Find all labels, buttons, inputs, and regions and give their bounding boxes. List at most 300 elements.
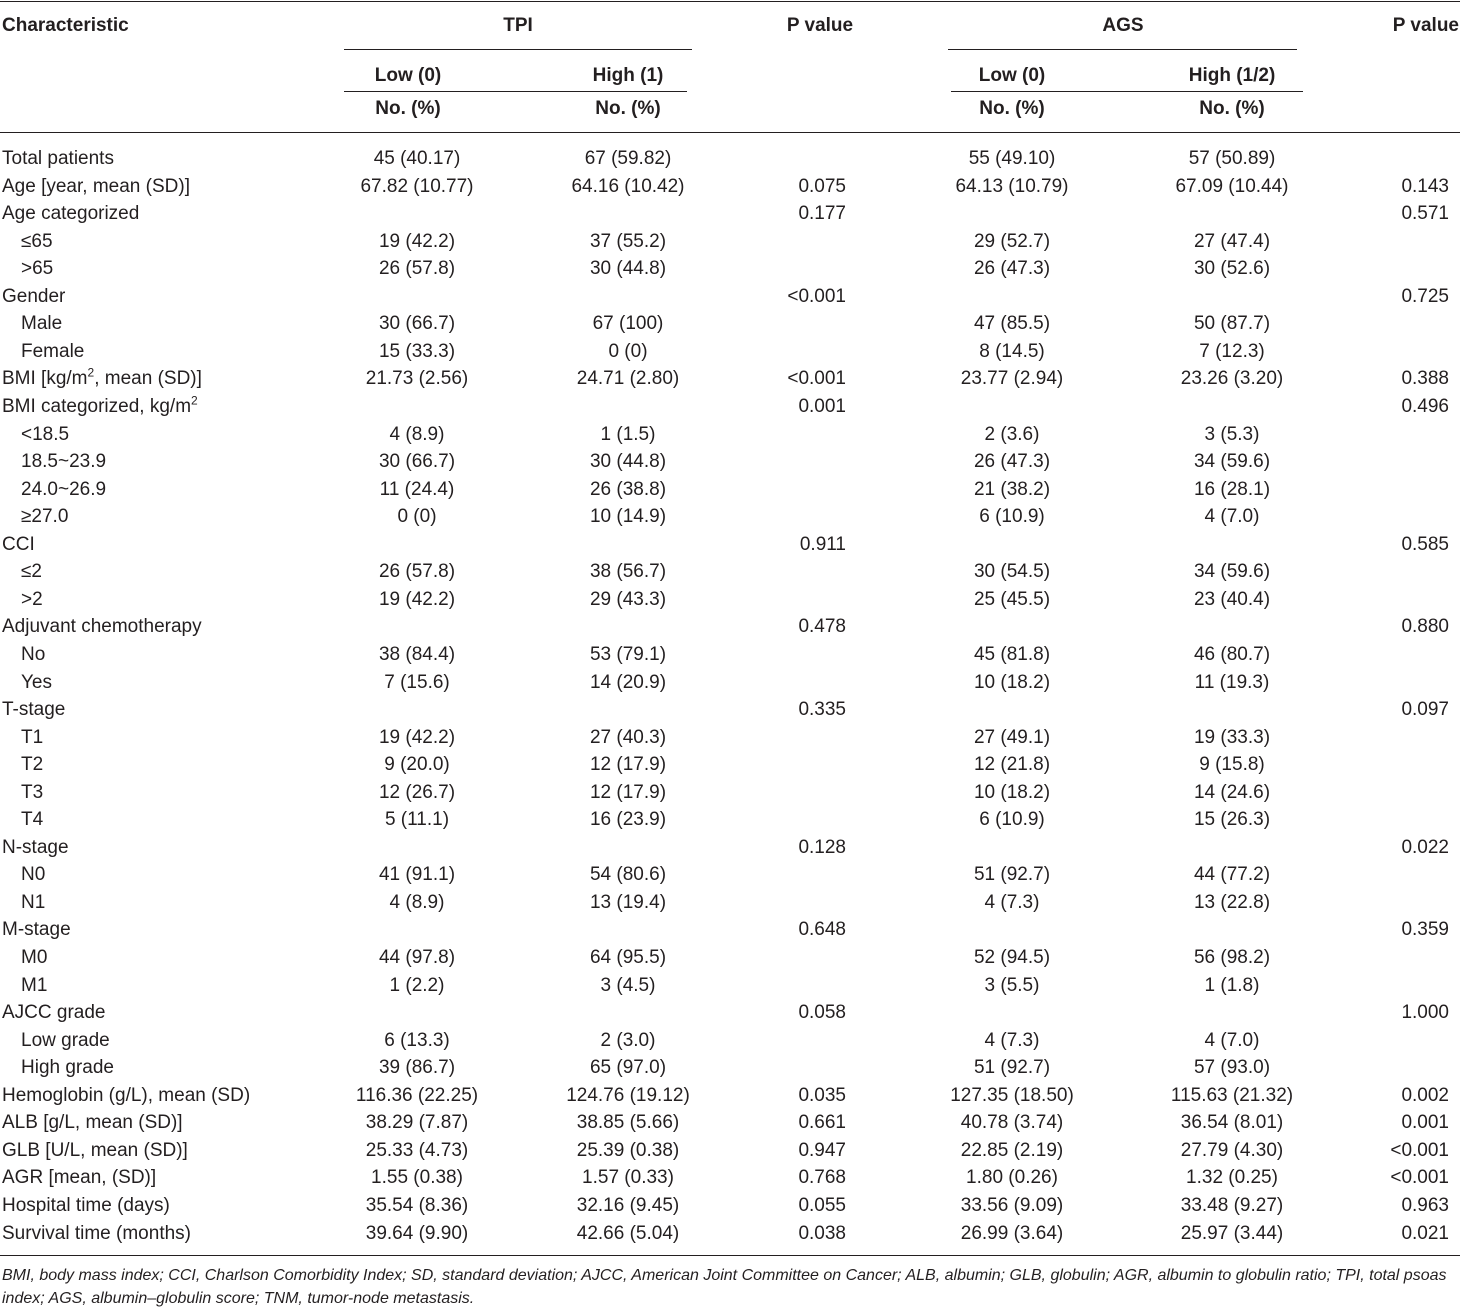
cell-tpi-low: 21.73 (2.56) [365, 368, 469, 390]
cell-ags-high: 46 (80.7) [1193, 643, 1271, 665]
cell-tpi-pvalue: 0.075 [798, 175, 846, 197]
row-label-text: N1 [21, 891, 46, 913]
cell-ags-high: 30 (52.6) [1193, 258, 1271, 280]
cell-tpi-high: 26 (38.8) [589, 478, 667, 500]
cell-ags-high: 1 (1.8) [1204, 974, 1260, 996]
row-label-text: Gender [2, 285, 66, 307]
row-label [2, 368, 202, 390]
cell-ags-low: 30 (54.5) [973, 561, 1051, 583]
table-row [0, 644, 1460, 671]
ags-span-rule [948, 49, 1297, 50]
cell-tpi-high: 16 (23.9) [589, 809, 667, 831]
cell-ags-high: 1.32 (0.25) [1186, 1167, 1278, 1189]
cell-tpi-low: 30 (66.7) [378, 313, 456, 335]
row-label [21, 451, 106, 473]
header-bottom-rule [0, 132, 1460, 133]
cell-ags-low: 10 (18.2) [973, 781, 1051, 803]
cell-ags-pvalue: 0.496 [1401, 396, 1449, 417]
table-row [0, 1167, 1460, 1194]
row-label-text: M-stage [2, 919, 71, 941]
row-label-text: Yes [21, 671, 52, 693]
table-row [0, 203, 1460, 230]
table-row [0, 258, 1460, 285]
cell-ags-low: 47 (85.5) [973, 313, 1051, 335]
row-label [2, 1112, 183, 1134]
cell-ags-pvalue: 0.002 [1401, 1084, 1449, 1106]
cell-tpi-high: 53 (79.1) [589, 643, 667, 665]
cell-ags-pvalue: 0.963 [1401, 1194, 1449, 1216]
row-label [21, 424, 69, 446]
table-row [0, 479, 1460, 506]
table-row [0, 534, 1460, 561]
row-label [21, 809, 43, 831]
row-label [2, 1085, 250, 1107]
cell-tpi-high: 38.85 (5.66) [576, 1112, 680, 1134]
row-label-text: No [21, 643, 46, 665]
cell-ags-low: 3 (5.5) [984, 974, 1040, 996]
table-row [0, 727, 1460, 754]
row-label-text: CCI [2, 533, 35, 555]
cell-tpi-low: 25.33 (4.73) [365, 1139, 469, 1161]
table-row [0, 947, 1460, 974]
row-label-text: >65 [21, 258, 54, 280]
cell-tpi-low: 44 (97.8) [378, 947, 456, 968]
row-label [21, 479, 106, 501]
cell-tpi-pvalue: 0.058 [798, 1002, 846, 1024]
cell-ags-high: 11 (19.3) [1194, 671, 1270, 693]
cell-tpi-low: 38 (84.4) [378, 643, 456, 665]
table-row [0, 837, 1460, 864]
cell-tpi-pvalue: 0.768 [798, 1167, 846, 1189]
cell-ags-pvalue: 0.022 [1401, 836, 1449, 858]
header-tpi-high: High (1) [592, 65, 664, 86]
table-row [0, 892, 1460, 919]
cell-ags-high: 50 (87.7) [1193, 313, 1271, 335]
row-label-text: 18.5~23.9 [21, 451, 107, 473]
table-row [0, 424, 1460, 451]
row-label [21, 589, 43, 611]
cell-tpi-high: 67 (100) [592, 313, 664, 335]
row-label [2, 919, 71, 941]
tpi-low-rule [344, 91, 687, 92]
cell-ags-low: 40.78 (3.74) [960, 1112, 1064, 1134]
cell-tpi-low: 26 (57.8) [378, 561, 456, 583]
header-tpi-high-nopct: No. (%) [595, 98, 661, 119]
row-label-text: ALB [g/L, mean (SD)] [2, 1112, 183, 1134]
cell-ags-low: 27 (49.1) [973, 726, 1051, 748]
cell-tpi-high: 13 (19.4) [589, 891, 667, 913]
row-label-text: AGR [mean, (SD)] [2, 1167, 157, 1189]
row-label [21, 947, 47, 969]
cell-ags-low: 45 (81.8) [973, 643, 1051, 665]
cell-ags-low: 10 (18.2) [973, 671, 1051, 693]
cell-ags-low: 64.13 (10.79) [955, 175, 1069, 197]
cell-ags-high: 36.54 (8.01) [1180, 1112, 1284, 1134]
table-row [0, 1030, 1460, 1057]
row-label-text: T4 [21, 809, 44, 831]
cell-tpi-high: 38 (56.7) [589, 561, 667, 583]
table-row [0, 616, 1460, 643]
row-label-text: BMI categorized, kg/m [2, 396, 192, 417]
header-tpi-low-nopct: No. (%) [375, 98, 441, 119]
cell-ags-pvalue: 0.725 [1401, 285, 1449, 307]
tpi-span-rule [344, 49, 692, 50]
table-row [0, 506, 1460, 533]
cell-tpi-pvalue: 0.947 [798, 1139, 846, 1161]
cell-ags-pvalue: <0.001 [1390, 1139, 1449, 1161]
cell-ags-low: 12 (21.8) [973, 754, 1051, 776]
row-label [21, 1030, 110, 1052]
cell-ags-high: 16 (28.1) [1193, 478, 1271, 500]
cell-ags-low: 6 (10.9) [979, 809, 1045, 831]
cell-ags-low: 51 (92.7) [973, 1057, 1051, 1079]
table-row [0, 148, 1460, 175]
cell-tpi-high: 24.71 (2.80) [576, 368, 680, 390]
cell-tpi-pvalue: 0.911 [799, 533, 846, 555]
row-label [21, 506, 68, 528]
cell-ags-pvalue: 0.585 [1401, 533, 1449, 555]
cell-tpi-high: 14 (20.9) [589, 671, 667, 693]
header-ags-low: Low (0) [978, 65, 1046, 86]
cell-ags-low: 4 (7.3) [984, 1029, 1040, 1051]
table-row [0, 782, 1460, 809]
cell-tpi-high: 42.66 (5.04) [576, 1222, 680, 1244]
cell-tpi-low: 0 (0) [397, 506, 437, 528]
cell-tpi-high: 2 (3.0) [600, 1029, 656, 1051]
row-label-text: Adjuvant chemotherapy [2, 616, 202, 638]
row-label-text: ≤2 [21, 561, 42, 583]
row-label-text: Total patients [2, 148, 114, 169]
cell-tpi-low: 19 (42.2) [378, 230, 456, 252]
cell-ags-low: 127.35 (18.50) [950, 1084, 1074, 1106]
cell-tpi-pvalue: 0.478 [798, 616, 846, 638]
cell-tpi-high: 0 (0) [608, 340, 648, 362]
cell-ags-high: 7 (12.3) [1199, 340, 1265, 362]
cell-ags-low: 8 (14.5) [979, 340, 1045, 362]
row-label-text: N0 [21, 864, 46, 886]
header-ags-low-nopct: No. (%) [979, 98, 1045, 119]
cell-ags-high: 57 (93.0) [1193, 1057, 1271, 1079]
cell-tpi-pvalue: 0.661 [798, 1112, 846, 1134]
cell-tpi-low: 6 (13.3) [384, 1029, 450, 1051]
cell-ags-pvalue: 0.097 [1401, 699, 1449, 720]
row-label [2, 148, 114, 170]
table-row [0, 1002, 1460, 1029]
header-pvalue-2: P value [1392, 15, 1459, 36]
cell-tpi-low: 12 (26.7) [378, 781, 456, 803]
cell-tpi-pvalue: 0.055 [798, 1194, 846, 1216]
cell-tpi-low: 19 (42.2) [378, 726, 456, 748]
cell-tpi-high: 1 (1.5) [600, 423, 656, 445]
cell-ags-high: 34 (59.6) [1193, 561, 1271, 583]
cell-tpi-pvalue: 0.035 [798, 1084, 846, 1106]
row-label-text: <18.5 [21, 423, 70, 445]
cell-ags-low: 1.80 (0.26) [966, 1167, 1058, 1189]
table-row [0, 393, 1460, 423]
cell-ags-low: 26 (47.3) [973, 451, 1051, 473]
cell-ags-low: 6 (10.9) [979, 506, 1045, 528]
cell-tpi-low: 5 (11.1) [384, 809, 450, 831]
cell-tpi-low: 45 (40.17) [373, 148, 461, 169]
row-label-suffix: , mean (SD)] [94, 368, 202, 390]
table-row [0, 919, 1460, 946]
cell-tpi-pvalue: 0.648 [798, 919, 846, 941]
cell-ags-high: 67.09 (10.44) [1175, 175, 1289, 197]
table-row [0, 341, 1460, 368]
cell-tpi-low: 1 (2.2) [389, 974, 445, 996]
header-ags-high: High (1/2) [1188, 65, 1276, 86]
table-row [0, 1140, 1460, 1167]
cell-tpi-pvalue: 0.128 [798, 836, 846, 858]
row-label [2, 837, 69, 859]
cell-tpi-high: 54 (80.6) [589, 864, 667, 886]
cell-tpi-high: 67 (59.82) [584, 148, 672, 169]
cell-tpi-low: 116.36 (22.25) [355, 1084, 479, 1106]
cell-ags-high: 23.26 (3.20) [1180, 368, 1284, 390]
row-label [2, 616, 202, 638]
cell-tpi-high: 124.76 (19.12) [566, 1084, 690, 1106]
row-label [2, 1002, 106, 1024]
row-label [21, 975, 47, 997]
cell-ags-low: 26.99 (3.64) [960, 1222, 1064, 1244]
cell-ags-high: 3 (5.3) [1204, 423, 1260, 445]
row-label [21, 341, 84, 363]
cell-ags-pvalue: 0.001 [1401, 1112, 1449, 1134]
cell-tpi-high: 65 (97.0) [589, 1057, 667, 1079]
table-bottom-rule [0, 1255, 1460, 1256]
cell-tpi-high: 32.16 (9.45) [576, 1194, 680, 1216]
cell-tpi-pvalue: <0.001 [787, 285, 846, 307]
table-row [0, 975, 1460, 1002]
row-label-text: 24.0~26.9 [21, 478, 107, 500]
cell-ags-high: 9 (15.8) [1199, 754, 1265, 776]
cell-tpi-high: 30 (44.8) [589, 451, 667, 473]
table-row [0, 672, 1460, 699]
cell-tpi-low: 15 (33.3) [378, 340, 456, 362]
cell-tpi-high: 30 (44.8) [589, 258, 667, 280]
cell-tpi-high: 25.39 (0.38) [576, 1139, 680, 1161]
cell-tpi-low: 7 (15.6) [384, 671, 450, 693]
cell-tpi-low: 19 (42.2) [378, 588, 456, 610]
row-label-text: N-stage [2, 836, 69, 858]
row-label [21, 258, 53, 280]
cell-ags-pvalue: <0.001 [1390, 1167, 1449, 1189]
cell-tpi-low: 41 (91.1) [378, 864, 456, 886]
row-label [2, 699, 65, 721]
row-label [21, 892, 45, 914]
row-label [2, 286, 65, 308]
cell-ags-high: 33.48 (9.27) [1180, 1194, 1284, 1216]
top-rule [0, 1, 1460, 2]
row-label-superscript: 2 [87, 366, 95, 381]
cell-ags-low: 21 (38.2) [973, 478, 1051, 500]
cell-ags-low: 33.56 (9.09) [960, 1194, 1064, 1216]
cell-tpi-high: 12 (17.9) [589, 754, 667, 776]
cell-ags-high: 25.97 (3.44) [1180, 1222, 1284, 1244]
cell-tpi-low: 4 (8.9) [389, 891, 445, 913]
cell-ags-low: 52 (94.5) [973, 947, 1051, 968]
row-label-text: Age [year, mean (SD)] [2, 175, 190, 197]
cell-ags-high: 15 (26.3) [1193, 809, 1271, 831]
row-label [2, 1167, 156, 1189]
row-label-text: Female [21, 340, 85, 362]
table-row [0, 1195, 1460, 1222]
cell-ags-high: 23 (40.4) [1193, 588, 1271, 610]
cell-tpi-low: 67.82 (10.77) [360, 175, 474, 197]
cell-tpi-low: 38.29 (7.87) [365, 1112, 469, 1134]
cell-ags-high: 13 (22.8) [1193, 891, 1271, 913]
table-row [0, 451, 1460, 478]
row-label [2, 534, 35, 556]
row-label [21, 754, 43, 776]
cell-tpi-high: 29 (43.3) [589, 588, 667, 610]
cell-tpi-low: 1.55 (0.38) [371, 1167, 463, 1189]
row-label [21, 1057, 114, 1079]
table-row [0, 589, 1460, 616]
cell-tpi-low: 39 (86.7) [378, 1057, 456, 1079]
row-label [2, 1140, 188, 1162]
cell-tpi-pvalue: 0.038 [798, 1222, 846, 1244]
cell-tpi-low: 39.64 (9.90) [365, 1222, 469, 1244]
header-tpi-low: Low (0) [374, 65, 442, 86]
cell-tpi-high: 64 (95.5) [589, 947, 667, 968]
table-row [0, 754, 1460, 781]
row-label-text: ≤65 [21, 230, 53, 252]
row-label [21, 561, 42, 583]
cell-tpi-low: 11 (24.4) [379, 478, 455, 500]
row-label [21, 782, 43, 804]
table-row [0, 864, 1460, 891]
cell-ags-low: 51 (92.7) [973, 864, 1051, 886]
table-footnote: BMI, body mass index; CCI, Charlson Comorbidity Index; SD, standard deviation; AJCC, American Joint Committee on Cancer; ALB, albumin; GLB, globulin; AGR, albumin to globulin ratio; TPI, total psoas index; AGS, albumin–globulin score; TNM, tumor-node metastasis. [2, 1267, 1447, 1307]
cell-ags-pvalue: 0.359 [1401, 919, 1449, 941]
cell-tpi-low: 4 (8.9) [389, 423, 445, 445]
cell-tpi-high: 27 (40.3) [589, 726, 667, 748]
cell-tpi-pvalue: 0.001 [798, 396, 846, 417]
row-label-text: T2 [21, 754, 44, 776]
row-label [2, 393, 198, 418]
cell-ags-low: 23.77 (2.94) [960, 368, 1064, 390]
cell-ags-high: 44 (77.2) [1193, 864, 1271, 886]
row-label-text: Age categorized [2, 203, 140, 225]
ags-low-rule [951, 91, 1303, 92]
cell-tpi-high: 37 (55.2) [589, 230, 667, 252]
row-label-text: GLB [U/L, mean (SD)] [2, 1139, 188, 1161]
row-label-text: Male [21, 313, 63, 335]
row-label-text: BMI [kg/m [2, 368, 88, 390]
row-label [21, 313, 62, 335]
cell-tpi-high: 64.16 (10.42) [571, 175, 685, 197]
table-row [0, 1085, 1460, 1112]
row-label [21, 231, 53, 253]
cell-ags-high: 14 (24.6) [1193, 781, 1271, 803]
header-ags-high-nopct: No. (%) [1199, 98, 1265, 119]
row-label [21, 644, 45, 666]
cell-ags-high: 34 (59.6) [1193, 451, 1271, 473]
cell-tpi-pvalue: 0.335 [798, 699, 846, 720]
cell-tpi-pvalue: <0.001 [787, 368, 846, 390]
cell-ags-high: 56 (98.2) [1193, 947, 1271, 968]
cell-ags-pvalue: 1.000 [1401, 1002, 1449, 1024]
cell-ags-low: 4 (7.3) [984, 891, 1040, 913]
table-row [0, 1112, 1460, 1139]
row-label-text: Low grade [21, 1029, 110, 1051]
cell-ags-high: 27.79 (4.30) [1180, 1139, 1284, 1161]
table-row [0, 176, 1460, 203]
cell-tpi-high: 10 (14.9) [589, 506, 667, 528]
row-label-text: High grade [21, 1057, 114, 1079]
cell-ags-high: 4 (7.0) [1204, 1029, 1260, 1051]
row-label-text: T1 [21, 726, 44, 748]
cell-tpi-pvalue: 0.177 [798, 203, 846, 225]
header-pvalue-1: P value [786, 15, 854, 36]
row-label [2, 1223, 191, 1245]
table-row [0, 313, 1460, 340]
row-label [21, 672, 52, 694]
cell-ags-high: 115.63 (21.32) [1170, 1084, 1294, 1106]
row-label-superscript: 2 [191, 393, 198, 408]
cell-tpi-low: 30 (66.7) [378, 451, 456, 473]
table-row [0, 1223, 1460, 1250]
row-label-text: Survival time (months) [2, 1222, 191, 1244]
cell-ags-low: 25 (45.5) [973, 588, 1051, 610]
cell-ags-high: 4 (7.0) [1204, 506, 1260, 528]
row-label [2, 1195, 170, 1217]
cell-ags-high: 27 (47.4) [1193, 230, 1271, 252]
header-ags: AGS [1102, 15, 1144, 36]
table-row [0, 368, 1460, 395]
cell-ags-low: 29 (52.7) [973, 230, 1051, 252]
cell-ags-pvalue: 0.021 [1401, 1222, 1449, 1244]
cell-ags-high: 57 (50.89) [1188, 148, 1276, 169]
row-label-text: ≥27.0 [21, 506, 69, 528]
row-label-text: T3 [21, 781, 44, 803]
cell-ags-low: 26 (47.3) [973, 258, 1051, 280]
row-label-text: >2 [21, 588, 43, 610]
row-label [2, 176, 190, 198]
cell-ags-low: 22.85 (2.19) [960, 1139, 1064, 1161]
cell-ags-pvalue: 0.388 [1401, 368, 1449, 390]
table-row [0, 286, 1460, 313]
cell-ags-pvalue: 0.880 [1401, 616, 1449, 638]
cell-ags-pvalue: 0.143 [1401, 175, 1449, 197]
row-label [21, 864, 45, 886]
row-label-text: AJCC grade [2, 1002, 106, 1024]
table-row [0, 1057, 1460, 1084]
table-row [0, 809, 1460, 836]
cell-tpi-low: 9 (20.0) [384, 754, 450, 776]
header-tpi: TPI [503, 15, 533, 36]
row-label-text: M1 [21, 974, 48, 996]
cell-tpi-high: 12 (17.9) [589, 781, 667, 803]
table-row [0, 699, 1460, 726]
header-characteristic: Characteristic [2, 15, 129, 36]
cell-ags-low: 55 (49.10) [968, 148, 1056, 169]
cell-tpi-low: 35.54 (8.36) [365, 1194, 469, 1216]
table-row [0, 231, 1460, 258]
row-label [2, 203, 139, 225]
row-label [21, 727, 43, 749]
cell-ags-pvalue: 0.571 [1401, 203, 1449, 225]
cell-tpi-high: 1.57 (0.33) [582, 1167, 674, 1189]
row-label-text: T-stage [2, 699, 66, 720]
cell-tpi-low: 26 (57.8) [378, 258, 456, 280]
table-row [0, 561, 1460, 588]
row-label-text: Hemoglobin (g/L), mean (SD) [2, 1084, 251, 1106]
row-label-text: M0 [21, 947, 48, 968]
cell-ags-low: 2 (3.6) [984, 423, 1040, 445]
cell-tpi-high: 3 (4.5) [600, 974, 656, 996]
